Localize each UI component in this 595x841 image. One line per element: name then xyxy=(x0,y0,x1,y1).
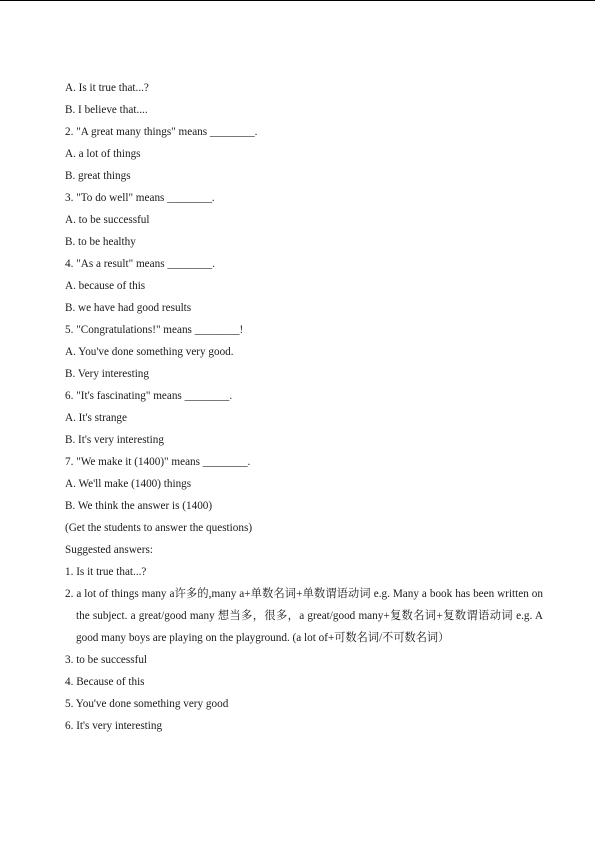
option-line: A. We'll make (1400) things xyxy=(65,478,192,490)
option-line: A. to be successful xyxy=(65,214,150,226)
option-line: B. to be healthy xyxy=(65,236,136,248)
option-line: A. a lot of things xyxy=(65,148,141,160)
option-line: B. I believe that.... xyxy=(65,104,148,116)
answer-line: 1. Is it true that...? xyxy=(65,566,147,578)
question-line: 7. "We make it (1400)" means ________. xyxy=(65,456,251,468)
option-line: B. great things xyxy=(65,170,131,182)
question-line: 4. "As a result" means ________. xyxy=(65,258,215,270)
question-line: 3. "To do well" means ________. xyxy=(65,192,215,204)
answer-line: 3. to be successful xyxy=(65,654,148,666)
option-line: B. We think the answer is (1400) xyxy=(65,500,213,512)
option-line: A. Is it true that...? xyxy=(65,82,149,94)
option-line: A. It's strange xyxy=(65,412,127,424)
option-line: B. It's very interesting xyxy=(65,434,164,446)
answer-line: 6. It's very interesting xyxy=(65,720,163,732)
instruction-line: (Get the students to answer the questions) xyxy=(65,522,253,534)
option-line: B. Very interesting xyxy=(65,368,149,380)
answer-explanation: 2. a lot of things many a许多的,many a+单数名词+单数谓语动词 e.g. Many a book has been written on the subject. a great/good many 想当多，很多，a great/good many+复数名词+复数谓语动词 e.g. A good many boys are playing on the playground. (a lot of+可数名词/不可数名词） xyxy=(65,588,543,644)
question-line: 5. "Congratulations!" means ________! xyxy=(65,324,244,336)
answer-line: 5. You've done something very good xyxy=(65,698,229,710)
question-line: 2. "A great many things" means ________. xyxy=(65,126,258,138)
question-line: 6. "It's fascinating" means ________. xyxy=(65,390,233,402)
header-rule xyxy=(0,0,595,1)
answers-heading: Suggested answers: xyxy=(65,544,153,556)
answer-line: 4. Because of this xyxy=(65,676,145,688)
option-line: B. we have had good results xyxy=(65,302,192,314)
document-body xyxy=(65,77,543,737)
option-line: A. because of this xyxy=(65,280,146,292)
option-line: A. You've done something very good. xyxy=(65,346,234,358)
